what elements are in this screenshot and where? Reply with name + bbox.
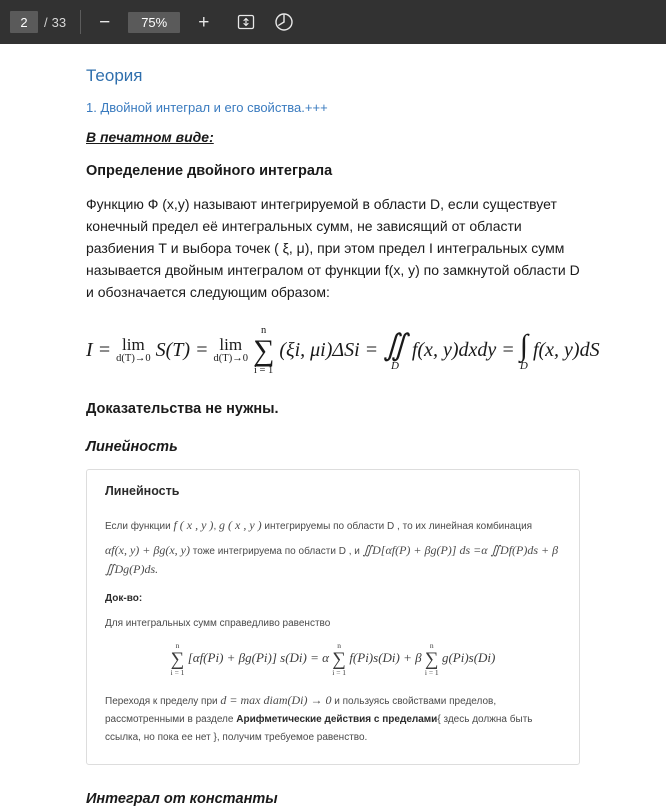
integral-domain: D [519,359,528,372]
card-integral-domain-3: D [114,561,124,576]
proof-sum-3-bottom: i = 1 [424,667,439,677]
card-title: Линейность [105,483,180,498]
card-line1-pre: Если функции [105,520,174,532]
document-page [0,44,666,807]
formula-limit-1 [116,336,150,366]
zoom-level-value[interactable]: 75% [128,12,180,33]
no-proofs-note: Доказательства не нужны. [86,400,279,417]
integral-1-body: f(x, y)dxdy = [411,338,515,361]
proof-sum-1-symbol: ∑ [170,648,185,670]
formula-sum [253,326,274,377]
pdf-toolbar [0,0,666,44]
proof-sum-3 [425,642,439,676]
definition-heading: Определение двойного интеграла [86,163,333,179]
linearity-card [86,469,580,766]
formula-limit-2 [214,336,248,366]
toolbar-divider [80,10,81,34]
card-line2-d: α ∬ [481,542,501,557]
limit-2-bottom: d(T)→0 [213,353,248,365]
sum-body: (ξi, μi)ΔSi = [279,338,379,361]
fit-page-icon[interactable] [235,11,257,33]
main-formula [86,324,600,377]
card-statement-line-2 [105,541,561,579]
rotate-icon[interactable] [273,11,295,33]
note-bold-reference: Арифметические действия с пределами [236,714,438,726]
page-number-input[interactable] [10,11,38,33]
card-integral-domain-1: D [372,542,381,557]
proof-sum-1 [171,642,185,676]
page-total-count: 33 [51,14,67,30]
limit-2-top: lim [219,335,243,355]
card-line2-f: g(P)ds. [123,561,159,576]
card-closing-note [105,690,561,746]
card-proof-text: Для интегральных сумм справедливо равенство [105,618,331,630]
card-line1-post: интегрируемы по области D , то их линейная комбинация [261,520,533,532]
card-function-g: g ( x , y ) [219,517,262,532]
section-link[interactable]: 1. Двойной интеграл и его свойства.+++ [86,100,328,115]
card-proof-label: Док-во: [105,593,143,605]
proof-term-1: [αf(Pi) + βg(Pi)] s(Di) = α [187,650,329,666]
proof-sum-2 [332,642,346,676]
note-end: , получим требуемое равенство. [216,731,368,743]
formula-lhs: I = [86,338,112,361]
constant-integral-heading: Интеграл от константы [86,791,278,807]
card-line2-c: [αf(P) + βg(P)] ds = [380,542,482,557]
zoom-out-button[interactable]: − [95,11,114,34]
integral-symbol: ∫ [519,328,528,362]
toolbar-actions [235,11,295,33]
card-proof-formula [105,642,561,676]
zoom-in-button[interactable]: + [194,11,213,34]
zoom-controls [95,11,213,34]
card-integral-domain-2: D [500,542,509,557]
proof-sum-1-top: n [175,641,180,651]
card-linear-combination: αf(x, y) + βg(x, y) [105,542,190,557]
sum-symbol: ∑ [252,334,275,368]
double-integral-symbol: ∬ [383,328,407,362]
note-braces: { здесь должна быть ссылка, но пока ее нет } [105,714,533,743]
card-line1-mid: , [213,520,219,532]
proof-sum-1-bottom: i = 1 [170,667,185,677]
formula-integral-2 [519,328,528,372]
proof-sum-2-bottom: i = 1 [332,667,347,677]
limit-1-top: lim [122,335,145,355]
card-function-f: f ( x , y ) [173,517,214,532]
limit-1-bottom: d(T)→0 [116,353,151,365]
card-line2-e: f(P)ds + β ∬ [105,542,559,576]
sum-top: n [261,324,267,336]
printed-form-label: В печатном виде: [86,129,214,145]
proof-sum-3-symbol: ∑ [425,648,439,670]
page-navigation [10,11,66,33]
integral-2-body: f(x, y)dS [532,338,600,361]
proof-sum-2-symbol: ∑ [332,648,346,670]
card-line2-b: тоже интегрируема по области D , и [190,545,363,557]
note-math: d = max diam(Di) → 0 [220,693,332,708]
card-integral-symbol-1: ∬ [362,542,373,557]
note-pre: Переходя к пределу при [105,696,221,708]
definition-paragraph: Функцию Ф (x,y) называют интегрируемой в области D, если существует конечный предел её интегральных сумм, не зависящий от области разбиения Т и выбора точек ( ξ, μ), при этом предел I интегральных сумм называется двойным интегралом от функции f(x, y) по замкнутой области D и обозначается следующим образом: [86,196,580,301]
proof-term-2: f(Pi)s(Di) + β [349,650,422,666]
formula-st: S(T) = [155,338,209,361]
linearity-heading: Линейность [86,438,178,455]
formula-double-integral-1 [383,328,407,372]
sum-bottom: i = 1 [253,365,274,377]
proof-sum-3-top: n [429,641,434,651]
card-statement-line-1 [105,516,561,535]
proof-sum-2-top: n [337,641,342,651]
proof-term-3: g(Pi)s(Di) [441,650,496,666]
double-integral-domain: D [391,359,399,372]
note-mid: и пользуясь свойствами пределов, рассмотренными в разделе [105,696,497,726]
page-title: Теория [86,66,143,85]
page-separator: / [44,14,48,30]
